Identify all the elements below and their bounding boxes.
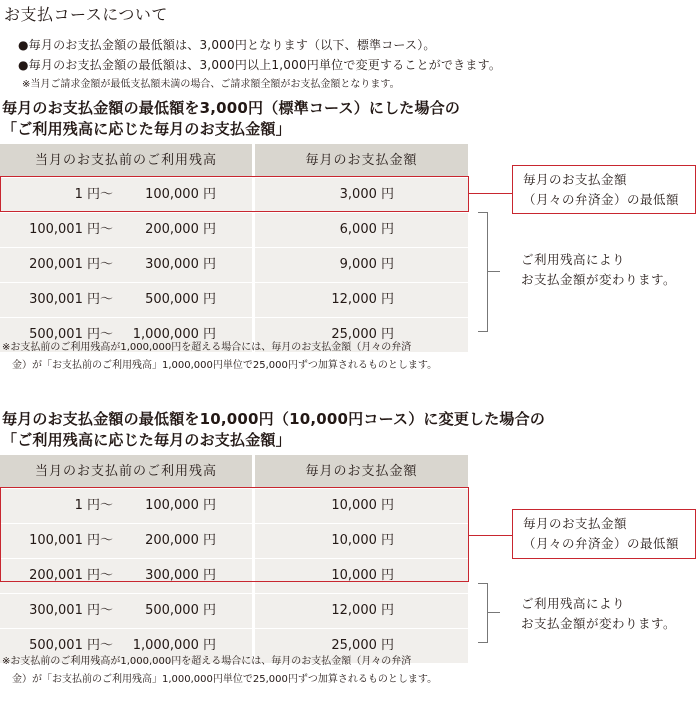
- balance-from: 1 円: [74, 498, 100, 513]
- balance-to: 100,000 円: [145, 187, 216, 202]
- section1-footnote-line2: 金）が「お支払前のご利用残高」1,000,000円単位で25,000円ずつ加算されるものとします。: [12, 360, 438, 371]
- bracket-label-line2: お支払金額が変わります。: [521, 272, 677, 287]
- range-tilde: ～: [100, 533, 114, 548]
- range-tilde: ～: [100, 222, 114, 237]
- balance-to: 200,000 円: [145, 533, 216, 548]
- range-tilde: ～: [100, 603, 114, 618]
- minimum-row-highlight: [0, 176, 469, 212]
- balance-to: 1,000,000 円: [132, 638, 216, 653]
- section2-heading-line1: 毎月のお支払金額の最低額を10,000円（10,000円コース）に変更した場合の: [2, 410, 546, 428]
- payment-amount: 25,000 円: [331, 638, 394, 653]
- balance-to: 300,000 円: [145, 568, 216, 583]
- minimum-rows-highlight: [0, 487, 469, 582]
- section2-footnote-line1: ※お支払前のご利用残高が1,000,000円を超える場合には、毎月のお支払金額（月々の弁済: [2, 656, 412, 667]
- range-tilde: ～: [100, 257, 114, 272]
- bracket-connector: [488, 271, 500, 272]
- balance-cell: [0, 213, 252, 247]
- balance-cell: [0, 594, 252, 628]
- table-row: [0, 213, 468, 247]
- table-header: [0, 455, 468, 488]
- column-header-payment: 毎月のお支払金額: [305, 464, 418, 479]
- section1-footnote-line1: ※お支払前のご利用残高が1,000,000円を超える場合には、毎月のお支払金額（月々の弁済: [2, 342, 412, 353]
- callout-line1: 毎月のお支払金額: [523, 516, 628, 531]
- payment-amount: 10,000 円: [331, 533, 394, 548]
- payment-amount: 25,000 円: [331, 327, 394, 342]
- balance-from: 100,001 円: [29, 222, 100, 237]
- callout-line1: 毎月のお支払金額: [523, 172, 628, 187]
- section2-heading-line2: 「ご利用残高に応じた毎月のお支払金額」: [2, 431, 291, 449]
- bracket-label-line1: ご利用残高により: [521, 252, 626, 267]
- table-header: [0, 144, 468, 177]
- balance-from: 500,001 円: [29, 638, 100, 653]
- balance-from: 500,001 円: [29, 327, 100, 342]
- payment-amount: 12,000 円: [331, 292, 394, 307]
- section2-footnote-line2: 金）が「お支払前のご利用残高」1,000,000円単位で25,000円ずつ加算されるものとします。: [12, 674, 438, 685]
- minimum-payment-callout: [512, 509, 696, 559]
- balance-cell: [0, 283, 252, 317]
- section1-table: [0, 144, 468, 342]
- section1-heading-line1: 毎月のお支払金額の最低額を3,000円（標準コース）にした場合の: [2, 99, 461, 117]
- variable-rows-bracket: [478, 583, 488, 643]
- bullet-change-amount: ●毎月のお支払金額の最低額は、3,000円以上1,000円単位で変更することができます。: [18, 58, 502, 72]
- callout-connector: [469, 193, 512, 194]
- bracket-label-line2: お支払金額が変わります。: [521, 616, 677, 631]
- payment-amount: 6,000 円: [339, 222, 394, 237]
- payment-amount: 10,000 円: [331, 568, 394, 583]
- balance-from: 300,001 円: [29, 292, 100, 307]
- bracket-connector: [488, 612, 500, 613]
- payment-amount: 3,000 円: [339, 187, 394, 202]
- balance-to: 200,000 円: [145, 222, 216, 237]
- column-header-payment: 毎月のお支払金額: [305, 153, 418, 168]
- balance-to: 500,000 円: [145, 603, 216, 618]
- callout-line2: （月々の弁済金）の最低額: [523, 192, 680, 207]
- column-header-balance: 当月のお支払前のご利用残高: [34, 153, 217, 168]
- balance-from: 200,001 円: [29, 257, 100, 272]
- payment-cell: [255, 594, 468, 628]
- table-row: [0, 283, 468, 317]
- section1-heading-line2: 「ご利用残高に応じた毎月のお支払金額」: [2, 120, 291, 138]
- table-row: [0, 594, 468, 628]
- payment-amount: 10,000 円: [331, 498, 394, 513]
- balance-to: 500,000 円: [145, 292, 216, 307]
- payment-amount: 12,000 円: [331, 603, 394, 618]
- balance-cell: [0, 248, 252, 282]
- payment-amount: 9,000 円: [339, 257, 394, 272]
- bullet-minimum-amount: ●毎月のお支払金額の最低額は、3,000円となります（以下、標準コース）。: [18, 38, 436, 52]
- balance-to: 1,000,000 円: [132, 327, 216, 342]
- range-tilde: ～: [100, 327, 114, 342]
- balance-to: 100,000 円: [145, 498, 216, 513]
- billing-note: ※当月ご請求金額が最低支払額未満の場合、ご請求額全額がお支払金額となります。: [22, 79, 400, 90]
- bracket-label-line1: ご利用残高により: [521, 596, 626, 611]
- page-title: お支払コースについて: [4, 5, 168, 24]
- balance-to: 300,000 円: [145, 257, 216, 272]
- payment-cell: [255, 248, 468, 282]
- column-header-balance: 当月のお支払前のご利用残高: [34, 464, 217, 479]
- range-tilde: ～: [100, 498, 114, 513]
- payment-cell: [255, 283, 468, 317]
- table-row: [0, 248, 468, 282]
- range-tilde: ～: [100, 638, 114, 653]
- balance-from: 200,001 円: [29, 568, 100, 583]
- range-tilde: ～: [100, 568, 114, 583]
- variable-rows-bracket: [478, 212, 488, 332]
- minimum-payment-callout: [512, 165, 696, 214]
- range-tilde: ～: [100, 187, 114, 202]
- callout-connector: [469, 535, 512, 536]
- balance-from: 1 円: [74, 187, 100, 202]
- range-tilde: ～: [100, 292, 114, 307]
- payment-cell: [255, 213, 468, 247]
- balance-from: 300,001 円: [29, 603, 100, 618]
- balance-from: 100,001 円: [29, 533, 100, 548]
- callout-line2: （月々の弁済金）の最低額: [523, 536, 680, 551]
